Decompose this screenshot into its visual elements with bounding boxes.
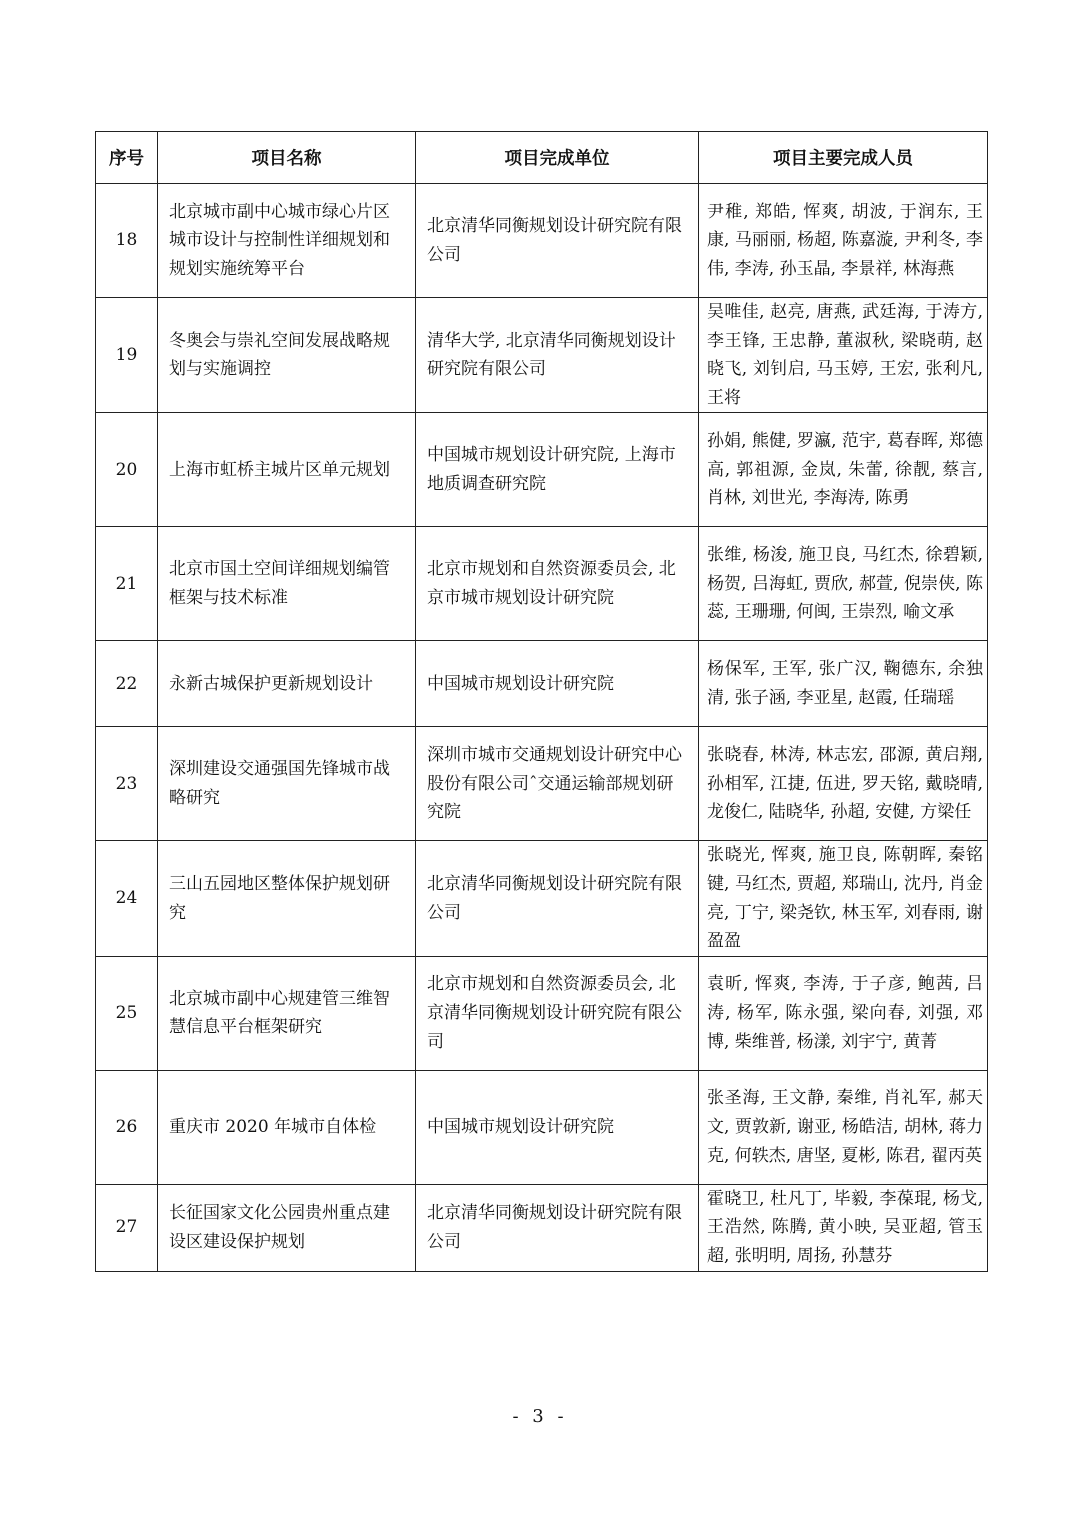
project-name: 三山五园地区整体保护规划研究 bbox=[158, 841, 416, 956]
personnel-list: 张维, 杨浚, 施卫良, 马红杰, 徐碧颖, 杨贺, 吕海虹, 贾欣, 郝萱, 倪崇侠, 陈蕊, 王珊珊, 何闽, 王崇烈, 喻文承 bbox=[699, 527, 988, 641]
table-row bbox=[96, 1184, 988, 1271]
row-number: 23 bbox=[96, 727, 158, 841]
row-number: 19 bbox=[96, 298, 158, 413]
award-table bbox=[95, 131, 988, 1272]
personnel-list: 孙娟, 熊健, 罗瀛, 范宇, 葛春晖, 郑德高, 郭祖源, 金岚, 朱蕾, 徐靓, 蔡言, 肖林, 刘世光, 李海涛, 陈勇 bbox=[699, 413, 988, 527]
table-row bbox=[96, 841, 988, 956]
project-name: 北京城市副中心规建管三维智慧信息平台框架研究 bbox=[158, 956, 416, 1070]
completing-unit: 北京清华同衡规划设计研究院有限公司 bbox=[416, 184, 699, 298]
project-name: 长征国家文化公园贵州重点建设区建设保护规划 bbox=[158, 1184, 416, 1271]
table-row bbox=[96, 1070, 988, 1184]
project-name: 深圳建设交通强国先锋城市战略研究 bbox=[158, 727, 416, 841]
table-row bbox=[96, 727, 988, 841]
table-header-row bbox=[96, 132, 988, 184]
completing-unit: 清华大学, 北京清华同衡规划设计研究院有限公司 bbox=[416, 298, 699, 413]
row-number: 21 bbox=[96, 527, 158, 641]
personnel-list: 张晓光, 恽爽, 施卫良, 陈朝晖, 秦铭键, 马红杰, 贾超, 郑瑞山, 沈丹, 肖金亮, 丁宁, 梁尧钦, 林玉军, 刘春雨, 谢盈盈 bbox=[699, 841, 988, 956]
personnel-list: 杨保军, 王军, 张广汉, 鞠德东, 余独清, 张子涵, 李亚星, 赵霞, 任瑞瑶 bbox=[699, 641, 988, 727]
project-name: 北京市国土空间详细规划编管框架与技术标准 bbox=[158, 527, 416, 641]
personnel-list: 霍晓卫, 杜凡丁, 毕毅, 李葆琨, 杨戈, 王浩然, 陈腾, 黄小映, 吴亚超, 管玉超, 张明明, 周扬, 孙慧芬 bbox=[699, 1184, 988, 1271]
completing-unit: 北京市规划和自然资源委员会, 北京市城市规划设计研究院 bbox=[416, 527, 699, 641]
personnel-list: 袁昕, 恽爽, 李涛, 于子彦, 鲍茜, 吕涛, 杨军, 陈永强, 梁向春, 刘强, 邓博, 柴维普, 杨漾, 刘宇宁, 黄菁 bbox=[699, 956, 988, 1070]
completing-unit: 北京市规划和自然资源委员会, 北京清华同衡规划设计研究院有限公司 bbox=[416, 956, 699, 1070]
table-row bbox=[96, 184, 988, 298]
completing-unit: 深圳市城市交通规划设计研究中心股份有限公司ˆ交通运输部规划研究院 bbox=[416, 727, 699, 841]
personnel-list: 吴唯佳, 赵亮, 唐燕, 武廷海, 于涛方, 李王锋, 王忠静, 董淑秋, 梁晓萌, 赵晓飞, 刘钊启, 马玉婷, 王宏, 张利凡, 王将 bbox=[699, 298, 988, 413]
completing-unit: 北京清华同衡规划设计研究院有限公司 bbox=[416, 1184, 699, 1271]
header-main-personnel: 项目主要完成人员 bbox=[699, 132, 988, 184]
table-row bbox=[96, 641, 988, 727]
table-row bbox=[96, 956, 988, 1070]
row-number: 20 bbox=[96, 413, 158, 527]
header-completing-unit: 项目完成单位 bbox=[416, 132, 699, 184]
personnel-list: 张晓春, 林涛, 林志宏, 邵源, 黄启翔, 孙相军, 江捷, 伍进, 罗天铭, 戴晓晴, 龙俊仁, 陆晓华, 孙超, 安健, 方梁任 bbox=[699, 727, 988, 841]
completing-unit: 中国城市规划设计研究院, 上海市地质调查研究院 bbox=[416, 413, 699, 527]
project-name: 北京城市副中心城市绿心片区城市设计与控制性详细规划和规划实施统筹平台 bbox=[158, 184, 416, 298]
personnel-list: 尹稚, 郑皓, 恽爽, 胡波, 于润东, 王康, 马丽丽, 杨超, 陈嘉漩, 尹利冬, 李伟, 李涛, 孙玉晶, 李景祥, 林海燕 bbox=[699, 184, 988, 298]
completing-unit: 中国城市规划设计研究院 bbox=[416, 641, 699, 727]
project-name: 永新古城保护更新规划设计 bbox=[158, 641, 416, 727]
table-row bbox=[96, 298, 988, 413]
row-number: 24 bbox=[96, 841, 158, 956]
project-name: 重庆市 2020 年城市自体检 bbox=[158, 1070, 416, 1184]
table-row bbox=[96, 527, 988, 641]
project-name: 冬奥会与崇礼空间发展战略规划与实施调控 bbox=[158, 298, 416, 413]
table-row bbox=[96, 413, 988, 527]
header-serial-number: 序号 bbox=[96, 132, 158, 184]
row-number: 27 bbox=[96, 1184, 158, 1271]
completing-unit: 中国城市规划设计研究院 bbox=[416, 1070, 699, 1184]
project-name: 上海市虹桥主城片区单元规划 bbox=[158, 413, 416, 527]
row-number: 25 bbox=[96, 956, 158, 1070]
personnel-list: 张圣海, 王文静, 秦维, 肖礼军, 郝天文, 贾敦新, 谢亚, 杨皓洁, 胡林, 蒋力克, 何轶杰, 唐坚, 夏彬, 陈君, 翟丙英 bbox=[699, 1070, 988, 1184]
header-project-name: 项目名称 bbox=[158, 132, 416, 184]
row-number: 22 bbox=[96, 641, 158, 727]
completing-unit: 北京清华同衡规划设计研究院有限公司 bbox=[416, 841, 699, 956]
page-number: - 3 - bbox=[512, 1406, 568, 1427]
row-number: 18 bbox=[96, 184, 158, 298]
row-number: 26 bbox=[96, 1070, 158, 1184]
